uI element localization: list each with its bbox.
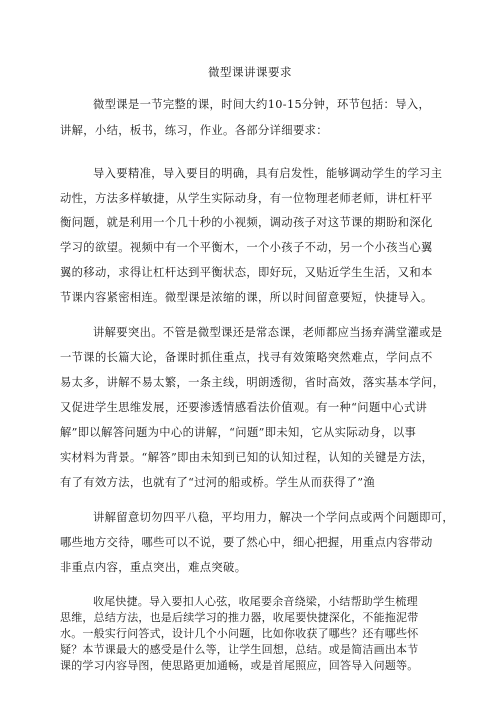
paragraph-5-line-3: 水。一般实行问答式，设计几个小问题，比如你收获了哪些？还有哪些怀 bbox=[60, 627, 419, 640]
paragraph-3-line-1: 讲解要突出。不管是微型课还是常态课，老师都应当扬弃满堂灌或是 bbox=[93, 326, 443, 339]
paragraph-1-line-1: 微型课是一节完整的课，时间大约10-15分钟，环节包括：导入， bbox=[93, 98, 431, 111]
paragraph-3-line-4: 又促进学生思维发展，还要渗透情感看法价值观。有一种“问题中心式讲 bbox=[60, 401, 428, 414]
paragraph-5-line-1: 收尾快捷。导入要扣人心弦，收尾要余音绕梁，小结帮助学生梳理 bbox=[93, 595, 418, 608]
paragraph-1-line-2: 讲解，小结，板书，练习，作业。各部分详细要求： bbox=[60, 124, 328, 137]
paragraph-3-line-5: 解”即以解答问题为中心的讲解，“问题”即未知，它从实际动身，以事 bbox=[60, 426, 417, 439]
paragraph-2-line-1: 导入要精准，导入要目的明确，具有启发性，能够调动学生的学习主 bbox=[93, 167, 443, 180]
paragraph-4-line-3: 非重点内容，重点突出，难点突破。 bbox=[60, 561, 247, 574]
paragraph-3-line-7: 有了有效方法，也就有了“过河的船或桥。学生从而获得了”渔 bbox=[60, 476, 376, 489]
paragraph-2-line-3: 衡问题，就是利用一个几十秒的小视频，调动孩子对这节课的期盼和深化 bbox=[60, 216, 433, 229]
paragraph-3-line-2: 一节课的长篇大论，备课时抓住重点，找寻有效策略突然难点，学问点不 bbox=[60, 351, 433, 364]
paragraph-2-line-6: 节课内容紧密相连。微型课是浓缩的课，所以时间留意要短，快捷导入。 bbox=[60, 291, 433, 304]
paragraph-2-line-2: 动性，方法多样敏捷，从学生实际动身，有一位物理老师老师，讲杠杆平 bbox=[60, 192, 433, 205]
paragraph-2-line-4: 学习的欲望。视频中有一个平衡木，一个小孩子不动，另一个小孩当心翼 bbox=[60, 241, 433, 254]
paragraph-2-line-5: 翼的移动，求得让杠杆达到平衡状态，即好玩，又贴近学生生活，又和本 bbox=[60, 266, 433, 279]
document-title: 微型课讲课要求 bbox=[208, 65, 292, 79]
paragraph-5-line-2: 思维，总结方法，也是后续学习的推力器，收尾要快捷深化，不能拖泥带 bbox=[60, 611, 419, 624]
paragraph-3-line-6: 实材料为背景。“解答”即由未知到已知的认知过程，认知的关键是方法， bbox=[60, 451, 434, 464]
paragraph-4-line-2: 哪些地方交待，哪些可以不说，要了然心中，细心把握，用重点内容带动 bbox=[60, 536, 433, 549]
paragraph-5-line-4: 疑？本节课最大的感受是什么等，让学生回想，总结。或是简洁画出本节 bbox=[60, 643, 419, 656]
paragraph-5-line-5: 课的学习内容导图，使思路更加通畅，或是首尾照应，回答导入问题等。 bbox=[60, 659, 419, 672]
paragraph-4-line-1: 讲解留意切勿四平八稳，平均用力，解决一个学问点或两个问题即可， bbox=[93, 511, 455, 524]
paragraph-3-line-3: 易太多，讲解不易太繁，一条主线，明朗透彻，省时高效，落实基本学问， bbox=[60, 376, 445, 389]
